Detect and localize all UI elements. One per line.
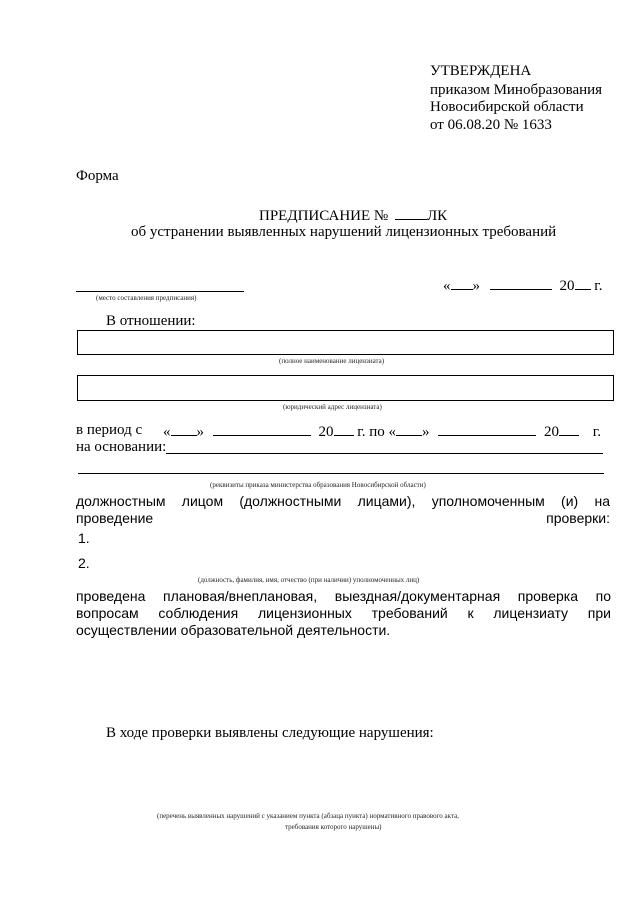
period-to-year-suffix: г.	[592, 424, 601, 440]
period-to-year-prefix: 20	[544, 424, 559, 440]
place-caption: (место составления предписания)	[96, 294, 197, 302]
place-blank[interactable]	[76, 291, 244, 292]
period-close-quote-2: »	[422, 424, 430, 440]
violations-caption-line-1: (перечень выявленных нарушений с указанием пункта (абзаца пункта) нормативного правового акта,	[157, 812, 459, 820]
basis-label: на основании:	[76, 439, 167, 455]
number-blank[interactable]	[395, 205, 427, 220]
period-open-quote: «	[163, 424, 171, 440]
period-to-year-blank[interactable]	[559, 421, 579, 436]
inspection-paragraph: проведена плановая/внеплановая, выездная/документарная проверка по вопросам соблюдения лицензионных требований к лицензиату при осуществлении образовательной деятельности.	[76, 588, 611, 638]
licensee-address-field[interactable]	[77, 375, 614, 401]
period-from-day-blank[interactable]	[171, 421, 197, 436]
date-month-blank[interactable]	[490, 275, 552, 290]
date-open-quote: «	[443, 278, 451, 294]
form-label: Форма	[76, 168, 119, 184]
date-year-prefix: 20	[559, 278, 575, 294]
regarding-label: В отношении:	[106, 313, 196, 329]
basis-caption: (реквизиты приказа министерства образования Новосибирской области)	[210, 481, 426, 489]
period-open-quote-2: «	[388, 424, 396, 440]
period-from-month-blank[interactable]	[213, 421, 311, 436]
official-item-1: 1.	[78, 530, 90, 546]
title-suffix: ЛК	[426, 208, 448, 224]
approval-line-2: приказом Минобразования	[430, 82, 603, 98]
violations-caption-line-2: требования которого нарушены)	[285, 823, 382, 831]
basis-blank-line-1[interactable]	[166, 453, 603, 454]
period-label: в период с	[76, 422, 143, 438]
period-close-quote: »	[196, 424, 204, 440]
document-subtitle: об устранении выявленных нарушений лицензионных требований	[131, 224, 557, 240]
period-to-month-blank[interactable]	[438, 421, 536, 436]
date-line	[443, 275, 602, 296]
licensee-name-caption: (полное наименование лицензиата)	[279, 357, 385, 365]
date-year-blank[interactable]	[575, 275, 591, 290]
date-year-suffix: г.	[594, 278, 603, 294]
date-close-quote: »	[472, 278, 480, 294]
period-to-label: г. по	[357, 424, 385, 440]
officials-caption: (должность, фамилия, имя, отчество (при наличии) уполномоченных лиц)	[198, 576, 420, 584]
approval-line-4: от 06.08.20 № 1633	[430, 117, 552, 133]
title-prefix: ПРЕДПИСАНИЕ №	[259, 208, 389, 224]
approval-line-1: УТВЕРЖДЕНА	[430, 63, 532, 79]
licensee-address-caption: (юридический адрес лицензиата)	[283, 403, 382, 411]
period-from-year-prefix: 20	[318, 424, 334, 440]
approval-line-3: Новосибирской области	[430, 99, 584, 115]
officials-text: должностным лицом (должностными лицами), уполномоченным (и) на проведение проверки:	[76, 493, 610, 526]
licensee-name-field[interactable]	[77, 330, 614, 355]
period-from-year-blank[interactable]	[334, 421, 354, 436]
period-to-day-blank[interactable]	[396, 421, 422, 436]
official-item-2: 2.	[78, 555, 90, 571]
violations-label: В ходе проверки выявлены следующие нарушения:	[106, 725, 434, 741]
date-day-blank[interactable]	[451, 275, 473, 290]
basis-blank-line-2[interactable]	[78, 473, 604, 474]
period-from-date	[163, 421, 601, 442]
